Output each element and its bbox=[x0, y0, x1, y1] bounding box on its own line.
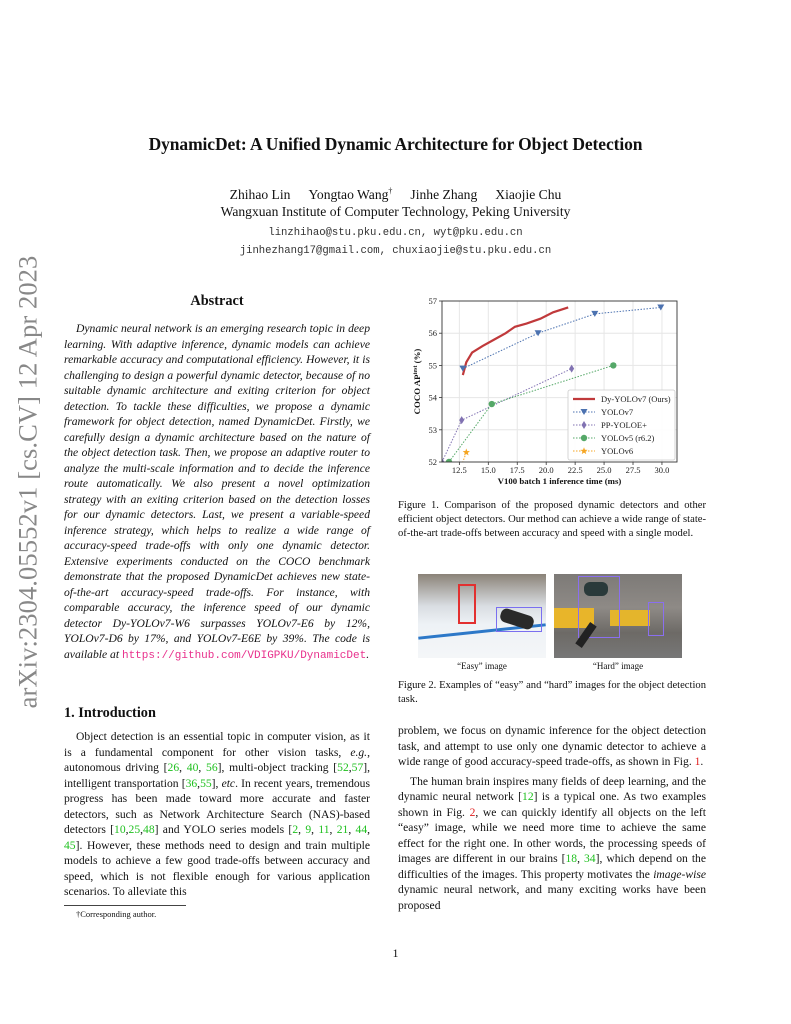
text-run: , bbox=[367, 823, 371, 836]
svg-text:V100 batch 1 inference time (m: V100 batch 1 inference time (ms) bbox=[497, 476, 622, 486]
detection-box-pedestrian bbox=[648, 602, 664, 636]
text-run: The human brain inspires many fields of deep learning, and the dynamic neural network [ bbox=[398, 774, 706, 803]
citation-link[interactable]: 2 bbox=[292, 823, 299, 836]
email-line-2: jinhezhang17@gmail.com, chuxiaojie@stu.pku.edu.cn bbox=[239, 245, 552, 257]
svg-text:12.5: 12.5 bbox=[451, 465, 467, 475]
figure-1-chart bbox=[400, 290, 710, 490]
svg-text:15.0: 15.0 bbox=[480, 465, 496, 475]
citation-link[interactable]: 57 bbox=[351, 761, 364, 774]
text-run: , bbox=[348, 823, 356, 836]
paragraph bbox=[398, 723, 706, 770]
paragraph bbox=[398, 774, 706, 914]
citation-link[interactable]: 52 bbox=[337, 761, 349, 774]
text-run: . In recent years, tremendous progress has been made toward more accurate and faster detectors, such as Network Architecture Search (NAS)-based detectors [ bbox=[64, 776, 370, 836]
citation-link[interactable]: 12 bbox=[522, 790, 534, 803]
text-run: , we can quickly identify all objects on the left “easy” image, while we need more time to achieve the same effect for the right one. In other words, the processing speeds of images are different in our brains [ bbox=[398, 805, 707, 865]
svg-text:27.5: 27.5 bbox=[625, 465, 641, 475]
arxiv-stamp bbox=[8, 255, 48, 709]
citation-link[interactable]: 44 bbox=[355, 823, 368, 836]
code-link[interactable]: https://github.com/VDIGPKU/DynamicDet bbox=[121, 649, 367, 662]
text-run: ], multi-object tracking [ bbox=[217, 761, 338, 774]
citation-link[interactable]: 34 bbox=[584, 852, 596, 865]
abstract-end: . bbox=[366, 647, 370, 661]
svg-text:PP-YOLOE+: PP-YOLOE+ bbox=[601, 420, 647, 430]
text-run: ] and YOLO series models [ bbox=[154, 823, 293, 836]
paper-title: DynamicDet: A Unified Dynamic Architecture for Object Detection bbox=[148, 134, 643, 154]
figure-2 bbox=[415, 573, 711, 671]
citation-link[interactable]: 11 bbox=[318, 823, 330, 836]
svg-text:COCO APtest (%): COCO $AP^{test}$ (%) bbox=[412, 348, 422, 415]
svg-text:54: 54 bbox=[428, 392, 437, 403]
svg-text:YOLOv5 (r6.2): YOLOv5 (r6.2) bbox=[601, 433, 655, 443]
citation-link[interactable]: 48 bbox=[143, 823, 155, 836]
svg-text:22.5: 22.5 bbox=[567, 465, 583, 475]
citation-link[interactable]: 9 bbox=[305, 823, 312, 836]
gate-flag bbox=[458, 584, 476, 624]
page-number: 1 bbox=[392, 946, 399, 960]
svg-text:57: 57 bbox=[428, 296, 437, 306]
svg-text:53: 53 bbox=[428, 424, 437, 435]
text-run: ] is a typical one. As two examples shown in Fig. bbox=[398, 790, 707, 819]
abstract-text: Dynamic neural network is an emerging research topic in deep learning. With adaptive inference, dynamic models can achieve remarkable accuracy and computational efficiency. However, it is challenging to design a powerful dynamic detector, because of no suitable dynamic architecture and exiting criterion for object detection. To tackle these difficulties, we propose a dynamic framework for object detection, named DynamicDet. Firstly, we carefully design a dynamic architecture based on the nature of the object detection task. Then, we propose an adaptive router to analyze the multi-scale information and to decide the inference route automatically. We also present a novel optimization strategy with an exiting criterion based on the detection losses for our dynamic detectors. Last, we present a variable-speed inference strategy, which helps to realize a wide range of accuracy-speed trade-offs with only one dynamic detector. Extensive experiments conducted on the COCO benchmark demonstrate that the proposed DynamicDet achieves new state-of-the-art accuracy-speed trade-offs. For instance, with comparable accuracy, the inference speed of our dynamic detector Dy-YOLOv7-W6 surpasses YOLOv7-E6 by 12%, YOLOv7-D6 by 17%, and YOLOv7-E6E by 39%. The code is available at bbox=[64, 322, 370, 661]
text-run: ], intelligent transportation [ bbox=[64, 761, 371, 790]
text-run: ]. However, these methods need to design and train multiple models to achieve a few good trade-offs between accuracy and speed, which is not flexible enough for various application scenarios. To alleviate this bbox=[64, 838, 370, 898]
citation-link[interactable]: 26 bbox=[167, 761, 180, 774]
text-run: , bbox=[179, 761, 187, 774]
text-run: , bbox=[348, 761, 352, 774]
right-column-body bbox=[398, 723, 706, 913]
svg-text:17.5: 17.5 bbox=[509, 465, 525, 475]
svg-text:YOLOv6: YOLOv6 bbox=[601, 446, 634, 456]
svg-text:Dy-YOLOv7 (Ours): Dy-YOLOv7 (Ours) bbox=[601, 394, 671, 404]
figure-2-caption: Figure 2. Examples of “easy” and “hard” images for the object detection task. bbox=[398, 680, 706, 705]
figure-ref-link[interactable]: 2 bbox=[469, 805, 476, 819]
hard-image bbox=[554, 574, 682, 658]
abstract-body bbox=[64, 321, 370, 664]
text-run: , bbox=[298, 823, 306, 836]
text-run: ], bbox=[211, 776, 222, 790]
text-run: etc bbox=[221, 776, 236, 790]
email-line-1: linzhihao@stu.pku.edu.cn, wyt@pku.edu.cn bbox=[268, 227, 523, 239]
citation-link[interactable]: 56 bbox=[206, 761, 218, 774]
affiliation: Wangxuan Institute of Computer Technology, Peking University bbox=[220, 204, 571, 219]
svg-text:56: 56 bbox=[428, 328, 437, 339]
author-list bbox=[0, 186, 791, 203]
intro-body bbox=[64, 729, 370, 900]
citation-link[interactable]: 40 bbox=[186, 761, 199, 774]
intro-heading: 1. Introduction bbox=[64, 705, 156, 721]
text-run: , autonomous driving [ bbox=[64, 745, 370, 774]
footnote: †Corresponding author. bbox=[76, 909, 157, 919]
svg-text:25.0: 25.0 bbox=[596, 465, 612, 475]
text-run: , bbox=[198, 761, 207, 774]
footnote-divider bbox=[64, 905, 186, 906]
text-run: , bbox=[329, 823, 337, 836]
skater bbox=[584, 582, 608, 596]
text-run: Object detection is an essential topic in computer vision, as it is a fundamental component for other vision tasks, bbox=[64, 730, 370, 759]
text-run: , bbox=[577, 852, 584, 865]
citation-link[interactable]: 21 bbox=[336, 823, 349, 836]
hard-label: “Hard” image bbox=[592, 661, 644, 671]
easy-image bbox=[418, 574, 546, 658]
text-run: , bbox=[140, 823, 144, 836]
svg-text:YOLOv7: YOLOv7 bbox=[601, 407, 634, 417]
text-run: problem, we focus on dynamic inference for the object detection task, and attempt to use only one dynamic detector to achieve a wide range of good accuracy-speed trade-offs, as shown in Fig. bbox=[398, 724, 706, 768]
citation-link[interactable]: 55 bbox=[200, 776, 212, 790]
citation-link[interactable]: 36 bbox=[185, 776, 198, 790]
svg-text:55: 55 bbox=[428, 360, 437, 371]
text-run: , bbox=[197, 776, 201, 790]
text-run: image-wise bbox=[653, 867, 706, 881]
citation-link[interactable]: 10 bbox=[114, 823, 126, 836]
figure-1-caption: Figure 1. Comparison of the proposed dynamic detectors and other efficient object detectors. Our method can achieve a wide range of state-of-the-art trade-offs between accuracy and speed with a single model. bbox=[398, 500, 706, 539]
citation-link[interactable]: 45 bbox=[64, 838, 76, 852]
svg-text:52: 52 bbox=[428, 457, 437, 467]
text-run: ], which depend on the difficulties of the images. This property motivates the bbox=[398, 852, 706, 881]
svg-text:30.0: 30.0 bbox=[654, 465, 670, 475]
text-run: dynamic neural network, and many exciting works have been proposed bbox=[398, 883, 706, 912]
figure-ref-link[interactable]: 1 bbox=[694, 755, 701, 768]
author-name: Zhihao Lin bbox=[229, 186, 291, 202]
arxiv-stamp-text: arXiv:2304.05552v1 [cs.CV] 12 Apr 2023 bbox=[12, 255, 43, 709]
text-run: e.g. bbox=[350, 745, 368, 759]
author-name: Xiaojie Chu bbox=[495, 186, 562, 202]
citation-link[interactable]: 18 bbox=[565, 852, 578, 865]
text-run: , bbox=[311, 823, 319, 836]
abstract-heading: Abstract bbox=[190, 293, 244, 309]
text-run: , bbox=[125, 823, 129, 836]
citation-link[interactable]: 25 bbox=[128, 823, 141, 836]
easy-label: “Easy” image bbox=[457, 661, 507, 671]
svg-text:20.0: 20.0 bbox=[538, 465, 554, 475]
author-name: Yongtao Wang† bbox=[308, 186, 393, 202]
author-name: Jinhe Zhang bbox=[410, 186, 478, 202]
text-run: . bbox=[700, 755, 704, 768]
